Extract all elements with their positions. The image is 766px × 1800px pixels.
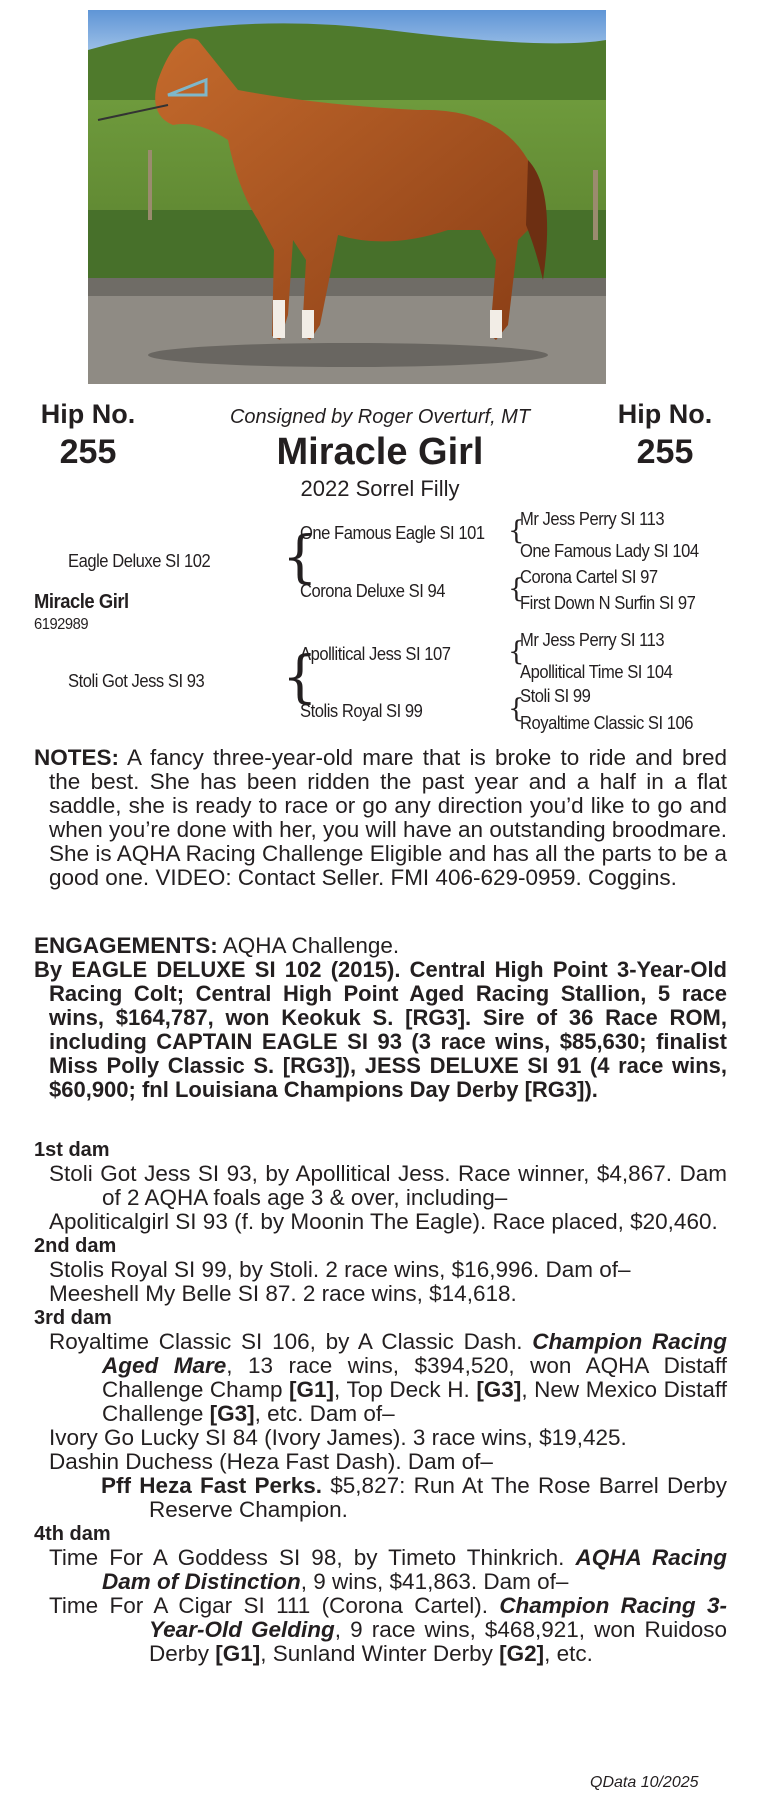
produce-text: , Sunland Winter Derby [260, 1641, 500, 1666]
horse-description: 2022 Sorrel Filly [300, 476, 460, 501]
hip-number-left [23, 398, 153, 474]
notes-section [34, 746, 727, 890]
first-dam-produce: Apoliticalgirl SI 93 (f. by Moonin The Eagle). Race placed, $20,460. [49, 1209, 718, 1234]
notes-paragraph [34, 746, 727, 890]
pedigree-dds: Stoli SI 99 [520, 686, 591, 706]
third-dam-text: , New Mexico Distaff Challenge [102, 1377, 727, 1426]
horse-name: Miracle Girl [276, 431, 484, 473]
pedigree-dam-sire: Apollitical Jess SI 107 [300, 644, 451, 664]
pedigree-brace: { [508, 574, 525, 604]
fourth-dam-produce [34, 1594, 727, 1666]
sire-summary: By EAGLE DELUXE SI 102 (2015). Central High Point 3-Year-Old Racing Colt; Central High Point Aged Racing Stallion, 5 race wins, $164,787, won Keokuk S. [RG3]. Sire of 36 Race ROM, including CAPTAIN EAGLE SI 93 (3 race wins, $85,630; finalist Miss Polly Classic S. [RG3]), JESS DELUXE SI 91 (4 race wins, $60,900; fnl Louisiana Champions Day Derby [RG3]). [34, 957, 727, 1102]
grade-badge: [G3] [209, 1401, 255, 1426]
third-dam-heading: 3rd dam [34, 1307, 112, 1329]
consignor: Consigned by Roger Overturf, MT [229, 406, 531, 428]
second-dam-produce: Meeshell My Belle SI 87. 2 race wins, $14,618. [49, 1281, 517, 1306]
engagements-label: ENGAGEMENTS: [34, 933, 218, 958]
produce-name: Pff Heza Fast Perks. [101, 1473, 323, 1498]
pedigree-sire-sire: One Famous Eagle SI 101 [300, 523, 485, 543]
fourth-dam-text: , 9 wins, $41,863. Dam of– [300, 1569, 569, 1594]
third-dam-produce-3 [34, 1474, 727, 1522]
pedigree-sss: Mr Jess Perry SI 113 [520, 509, 665, 529]
horse-photo-icon [88, 10, 606, 384]
pedigree-dam: Stoli Got Jess SI 93 [68, 671, 205, 691]
pedigree-subject: Miracle Girl [34, 591, 129, 613]
third-dam-text: , etc. Dam of– [254, 1401, 395, 1426]
notes-label: NOTES: [34, 745, 120, 770]
hip-label: Hip No. [40, 399, 136, 429]
hip-number-right [600, 398, 730, 474]
third-dam-text: Royaltime Classic SI 106, by A Classic Dash. [49, 1329, 533, 1354]
female-family [34, 1138, 727, 1666]
fourth-dam-heading: 4th dam [34, 1523, 111, 1545]
hip-number: 255 [636, 433, 694, 471]
engagements-section [34, 934, 727, 1102]
pedigree-ddd: Royaltime Classic SI 106 [520, 713, 694, 733]
pedigree-ssd: One Famous Lady SI 104 [520, 541, 699, 561]
grade-badge: [G3] [476, 1377, 522, 1402]
pedigree-dss: Mr Jess Perry SI 113 [520, 630, 665, 650]
first-dam-line: Stoli Got Jess SI 93, by Apollitical Jess. Race winner, $4,867. Dam of 2 AQHA foals age 3 & over, including– [49, 1161, 727, 1210]
fourth-dam-line [34, 1546, 727, 1594]
produce-title: Champion Racing 3-Year-Old Gelding [149, 1593, 727, 1642]
third-dam-produce-2: Dashin Duchess (Heza Fast Dash). Dam of– [49, 1449, 493, 1474]
horse-photo [88, 10, 606, 384]
pedigree-sds: Corona Cartel SI 97 [520, 567, 658, 587]
produce-text: $5,827: Run At The Rose Barrel Derby Reserve Champion. [149, 1473, 727, 1522]
engagements-text: AQHA Challenge. [217, 933, 400, 958]
pedigree-dam-dam: Stolis Royal SI 99 [300, 701, 423, 721]
first-dam-heading: 1st dam [34, 1139, 110, 1161]
pedigree-brace: { [508, 637, 525, 667]
produce-text: , etc. [544, 1641, 593, 1666]
pedigree-sire-dam: Corona Deluxe SI 94 [300, 581, 446, 601]
second-dam-line: Stolis Royal SI 99, by Stoli. 2 race wins, $16,996. Dam of– [49, 1257, 631, 1282]
notes-text: A fancy three-year-old mare that is broke to ride and bred the best. She has been ridden the past year and a half in a flat saddle, she is ready to race or go any direction you’d like to go and when you’re done with her, you will have an outstanding broodmare. She is AQHA Racing Challenge Eligible and has all the parts to be a good one. VIDEO: Contact Seller. FMI 406-629-0959. Coggins. [49, 745, 727, 890]
registration-number: 6192989 [34, 616, 89, 633]
third-dam-line [34, 1330, 727, 1426]
grade-badge: [G1] [289, 1377, 335, 1402]
hip-label: Hip No. [617, 399, 713, 429]
engagements-paragraph [34, 934, 727, 958]
pedigree-brace: { [282, 645, 318, 710]
pedigree-sire: Eagle Deluxe SI 102 [68, 551, 211, 571]
pedigree-brace: { [508, 516, 525, 546]
pedigree-dsd: Apollitical Time SI 104 [520, 662, 673, 682]
footer-credit: QData 10/2025 [590, 1774, 699, 1791]
produce-text: Time For A Cigar SI 111 (Corona Cartel). [49, 1593, 500, 1618]
produce-text: , 9 race wins, $468,921, won Ruidoso Derby [149, 1617, 727, 1666]
third-dam-text: , Top Deck H. [334, 1377, 477, 1402]
hip-number: 255 [59, 433, 117, 471]
third-dam-title: Champion Racing Aged Mare [102, 1329, 727, 1378]
grade-badge: [G2] [499, 1641, 545, 1666]
third-dam-text: , 13 race wins, $394,520, won AQHA Distaff Challenge Champ [102, 1353, 727, 1402]
third-dam-produce-1: Ivory Go Lucky SI 84 (Ivory James). 3 race wins, $19,425. [49, 1425, 627, 1450]
second-dam-heading: 2nd dam [34, 1235, 117, 1257]
fourth-dam-title: AQHA Racing Dam of Distinction [102, 1545, 727, 1594]
pedigree-sdd: First Down N Surfin SI 97 [520, 593, 696, 613]
grade-badge: [G1] [215, 1641, 261, 1666]
fourth-dam-text: Time For A Goddess SI 98, by Timeto Thinkrich. [49, 1545, 576, 1570]
pedigree-brace: { [282, 525, 318, 590]
pedigree-brace: { [508, 694, 525, 724]
